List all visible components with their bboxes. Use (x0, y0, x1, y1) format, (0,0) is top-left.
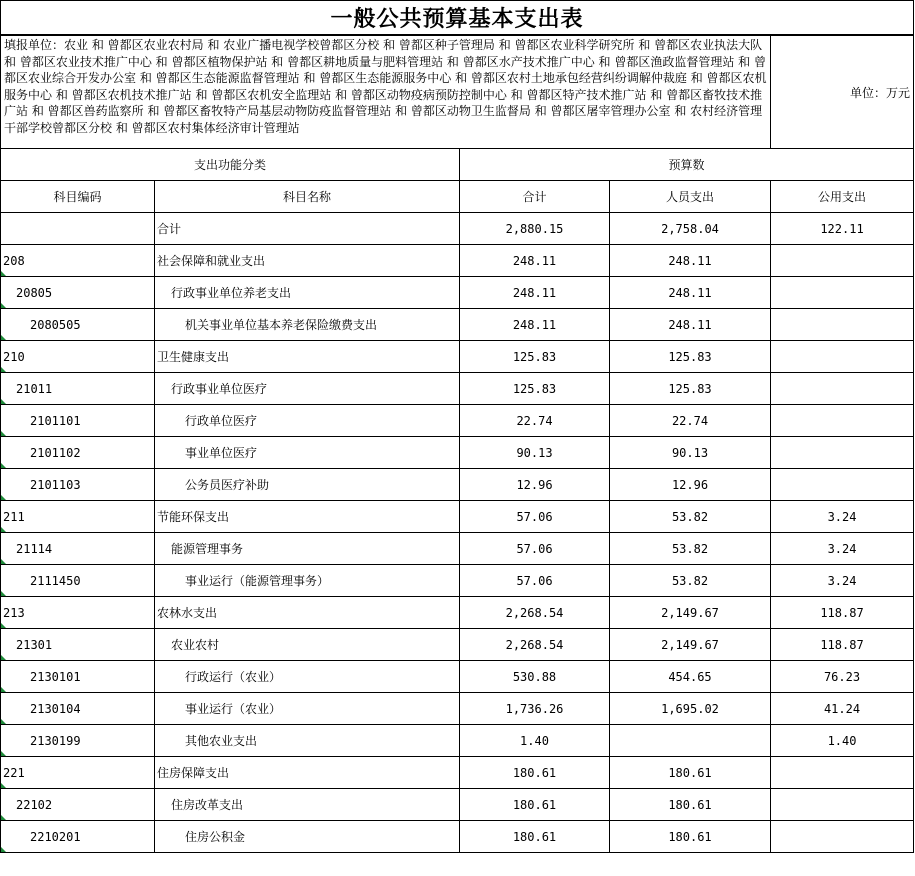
cell-total: 180.61 (460, 821, 610, 853)
cell-name (155, 789, 460, 821)
cell-public: 3.24 (771, 533, 914, 565)
code-text: 2080505 (30, 317, 81, 332)
cell-personnel: 1,695.02 (610, 693, 771, 725)
cell-marker-icon (1, 751, 6, 756)
cell-public (771, 405, 914, 437)
cell-total: 57.06 (460, 501, 610, 533)
table-row (1, 277, 914, 309)
header-budget: 预算数 (460, 149, 914, 181)
cell-personnel: 125.83 (610, 341, 771, 373)
cell-personnel: 12.96 (610, 469, 771, 501)
cell-personnel (610, 725, 771, 757)
cell-public: 3.24 (771, 565, 914, 597)
header-name: 科目名称 (155, 181, 460, 213)
cell-name (155, 693, 460, 725)
cell-total: 12.96 (460, 469, 610, 501)
cell-total: 1.40 (460, 725, 610, 757)
name-text: 农业农村 (171, 638, 220, 652)
cell-code (1, 565, 155, 597)
cell-public: 118.87 (771, 597, 914, 629)
cell-marker-icon (1, 399, 6, 404)
name-text: 能源管理事务 (171, 542, 244, 556)
cell-total: 22.74 (460, 405, 610, 437)
cell-code (1, 469, 155, 501)
cell-code (1, 725, 155, 757)
cell-code (1, 693, 155, 725)
cell-name (155, 757, 460, 789)
cell-marker-icon (1, 527, 6, 532)
cell-public: 122.11 (771, 213, 914, 245)
cell-public (771, 757, 914, 789)
cell-code (1, 501, 155, 533)
cell-name (155, 661, 460, 693)
cell-marker-icon (1, 687, 6, 692)
cell-name (155, 437, 460, 469)
cell-name (155, 565, 460, 597)
cell-name (155, 821, 460, 853)
code-text: 22102 (16, 797, 53, 812)
cell-marker-icon (1, 431, 6, 436)
cell-code (1, 597, 155, 629)
code-text: 211 (3, 509, 25, 524)
cell-marker-icon (1, 303, 6, 308)
code-text: 21114 (16, 541, 53, 556)
name-text: 行政运行（农业） (185, 670, 282, 684)
cell-personnel: 248.11 (610, 245, 771, 277)
cell-public: 76.23 (771, 661, 914, 693)
cell-personnel: 53.82 (610, 533, 771, 565)
cell-total: 57.06 (460, 533, 610, 565)
cell-name (155, 597, 460, 629)
table-row (1, 341, 914, 373)
cell-public: 1.40 (771, 725, 914, 757)
table-row (1, 725, 914, 757)
cell-public: 3.24 (771, 501, 914, 533)
cell-marker-icon (1, 271, 6, 276)
cell-total: 530.88 (460, 661, 610, 693)
cell-code (1, 405, 155, 437)
cell-marker-icon (1, 559, 6, 564)
cell-public (771, 789, 914, 821)
code-text: 2111450 (30, 573, 81, 588)
table-row (1, 629, 914, 661)
table-row (1, 245, 914, 277)
table-row (1, 821, 914, 853)
cell-code (1, 757, 155, 789)
cell-code (1, 373, 155, 405)
cell-name (155, 469, 460, 501)
cell-personnel: 2,149.67 (610, 629, 771, 661)
cell-personnel: 53.82 (610, 501, 771, 533)
table-row (1, 661, 914, 693)
cell-total: 125.83 (460, 373, 610, 405)
header-total: 合计 (460, 181, 610, 213)
cell-name (155, 309, 460, 341)
header-function-class: 支出功能分类 (1, 149, 460, 181)
cell-public (771, 341, 914, 373)
cell-name (155, 629, 460, 661)
cell-total: 248.11 (460, 245, 610, 277)
header-code: 科目编码 (1, 181, 155, 213)
name-text: 机关事业单位基本养老保险缴费支出 (185, 318, 378, 332)
code-text: 21011 (16, 381, 53, 396)
header-personnel: 人员支出 (610, 181, 771, 213)
code-text: 2210201 (30, 829, 81, 844)
cell-personnel: 125.83 (610, 373, 771, 405)
table-row (1, 533, 914, 565)
table-row (1, 309, 914, 341)
cell-name (155, 725, 460, 757)
cell-public (771, 821, 914, 853)
cell-personnel: 90.13 (610, 437, 771, 469)
table-row (1, 437, 914, 469)
table-row (1, 501, 914, 533)
cell-public (771, 437, 914, 469)
code-text: 2130199 (30, 733, 81, 748)
cell-code (1, 437, 155, 469)
cell-personnel: 53.82 (610, 565, 771, 597)
cell-name (155, 533, 460, 565)
cell-personnel: 2,758.04 (610, 213, 771, 245)
cell-total: 248.11 (460, 309, 610, 341)
name-text: 农林水支出 (157, 606, 218, 620)
cell-public: 118.87 (771, 629, 914, 661)
filing-unit-cell (1, 35, 771, 149)
code-text: 208 (3, 253, 25, 268)
cell-personnel: 2,149.67 (610, 597, 771, 629)
code-text: 2101101 (30, 413, 81, 428)
cell-name (155, 277, 460, 309)
table-row (1, 565, 914, 597)
cell-name (155, 213, 460, 245)
code-text: 21301 (16, 637, 53, 652)
cell-marker-icon (1, 591, 6, 596)
name-text: 行政单位医疗 (185, 414, 258, 428)
cell-code (1, 245, 155, 277)
cell-personnel: 180.61 (610, 789, 771, 821)
name-text: 公务员医疗补助 (185, 478, 270, 492)
cell-total: 125.83 (460, 341, 610, 373)
table-row (1, 597, 914, 629)
filing-unit-text: 填报单位：农业 和 曾都区农业农村局 和 农业广播电视学校曾都区分校 和 曾都区种子管理局 和 曾都区农业科学研究所 和 曾都区农业执法大队 和 曾都区农业技术推广中心 和 曾都区植物保护站 和 曾都区耕地质量与肥料管理站 和 曾都区水产技术推广中心 和 曾都区渔政监督管理站 和 曾都区农业综合开发办公室 和 曾都区生态能源监督管理站 和 曾都区生态能源服务中心 和 曾都区农村土地承包经营纠纷调解仲裁庭 和 曾都区农机服务中心 和 曾都区农机技术推广站 和 曾都区农机安全监理站 和 曾都区动物疫病预防控制中心 和 曾都区特产技术推广站 和 曾都区畜牧技术推广站 和 曾都区兽药监察所 和 曾都区畜牧特产局基层动物防疫监督管理站 和 曾都区动物卫生监督局 和 曾都区屠宰管理办公室 和 农村经济管理干部学校曾都区分校 和 曾都区农村集体经济审计管理站 (4, 38, 767, 135)
cell-personnel: 180.61 (610, 821, 771, 853)
cell-public: 41.24 (771, 693, 914, 725)
name-text: 行政事业单位医疗 (171, 382, 268, 396)
name-text: 事业单位医疗 (185, 446, 258, 460)
code-text: 221 (3, 765, 25, 780)
cell-personnel: 454.65 (610, 661, 771, 693)
table-row (1, 789, 914, 821)
cell-personnel: 248.11 (610, 309, 771, 341)
code-text: 213 (3, 605, 25, 620)
cell-total: 180.61 (460, 757, 610, 789)
cell-marker-icon (1, 623, 6, 628)
cell-total: 248.11 (460, 277, 610, 309)
header-public: 公用支出 (771, 181, 914, 213)
cell-name (155, 501, 460, 533)
cell-marker-icon (1, 815, 6, 820)
cell-total: 2,268.54 (460, 629, 610, 661)
cell-marker-icon (1, 847, 6, 852)
cell-code (1, 821, 155, 853)
name-text: 卫生健康支出 (157, 350, 230, 364)
cell-code (1, 661, 155, 693)
cell-code (1, 277, 155, 309)
code-text: 20805 (16, 285, 53, 300)
cell-code (1, 629, 155, 661)
cell-marker-icon (1, 783, 6, 788)
cell-public (771, 309, 914, 341)
table-row (1, 213, 914, 245)
name-text: 行政事业单位养老支出 (171, 286, 292, 300)
name-text: 住房公积金 (185, 830, 246, 844)
cell-marker-icon (1, 655, 6, 660)
table-row (1, 405, 914, 437)
name-text: 事业运行（农业） (185, 702, 282, 716)
cell-code (1, 309, 155, 341)
cell-total: 2,880.15 (460, 213, 610, 245)
cell-personnel: 248.11 (610, 277, 771, 309)
cell-name (155, 341, 460, 373)
name-text: 住房保障支出 (157, 766, 230, 780)
cell-public (771, 245, 914, 277)
cell-code (1, 341, 155, 373)
cell-name (155, 405, 460, 437)
cell-marker-icon (1, 367, 6, 372)
cell-personnel: 180.61 (610, 757, 771, 789)
name-text: 其他农业支出 (185, 734, 258, 748)
cell-marker-icon (1, 463, 6, 468)
cell-total: 1,736.26 (460, 693, 610, 725)
name-text: 社会保障和就业支出 (157, 254, 266, 268)
code-text: 210 (3, 349, 25, 364)
cell-code (1, 213, 155, 245)
code-text (1, 222, 3, 236)
code-text: 2130104 (30, 701, 81, 716)
cell-name (155, 245, 460, 277)
cell-marker-icon (1, 495, 6, 500)
table-row (1, 693, 914, 725)
cell-code (1, 533, 155, 565)
page-title: 一般公共预算基本支出表 (1, 1, 914, 36)
table-row (1, 469, 914, 501)
cell-public (771, 277, 914, 309)
table-row (1, 373, 914, 405)
code-text: 2101102 (30, 445, 81, 460)
cell-personnel: 22.74 (610, 405, 771, 437)
unit-label: 单位：万元 (771, 35, 914, 149)
cell-code (1, 789, 155, 821)
cell-public (771, 373, 914, 405)
code-text: 2101103 (30, 477, 81, 492)
name-text: 合计 (157, 222, 182, 236)
cell-marker-icon (1, 335, 6, 340)
cell-total: 90.13 (460, 437, 610, 469)
name-text: 节能环保支出 (157, 510, 230, 524)
cell-total: 180.61 (460, 789, 610, 821)
cell-name (155, 373, 460, 405)
cell-total: 57.06 (460, 565, 610, 597)
cell-marker-icon (1, 719, 6, 724)
cell-total: 2,268.54 (460, 597, 610, 629)
cell-public (771, 469, 914, 501)
name-text: 事业运行（能源管理事务） (185, 574, 330, 588)
code-text: 2130101 (30, 669, 81, 684)
table-row (1, 757, 914, 789)
name-text: 住房改革支出 (171, 798, 244, 812)
